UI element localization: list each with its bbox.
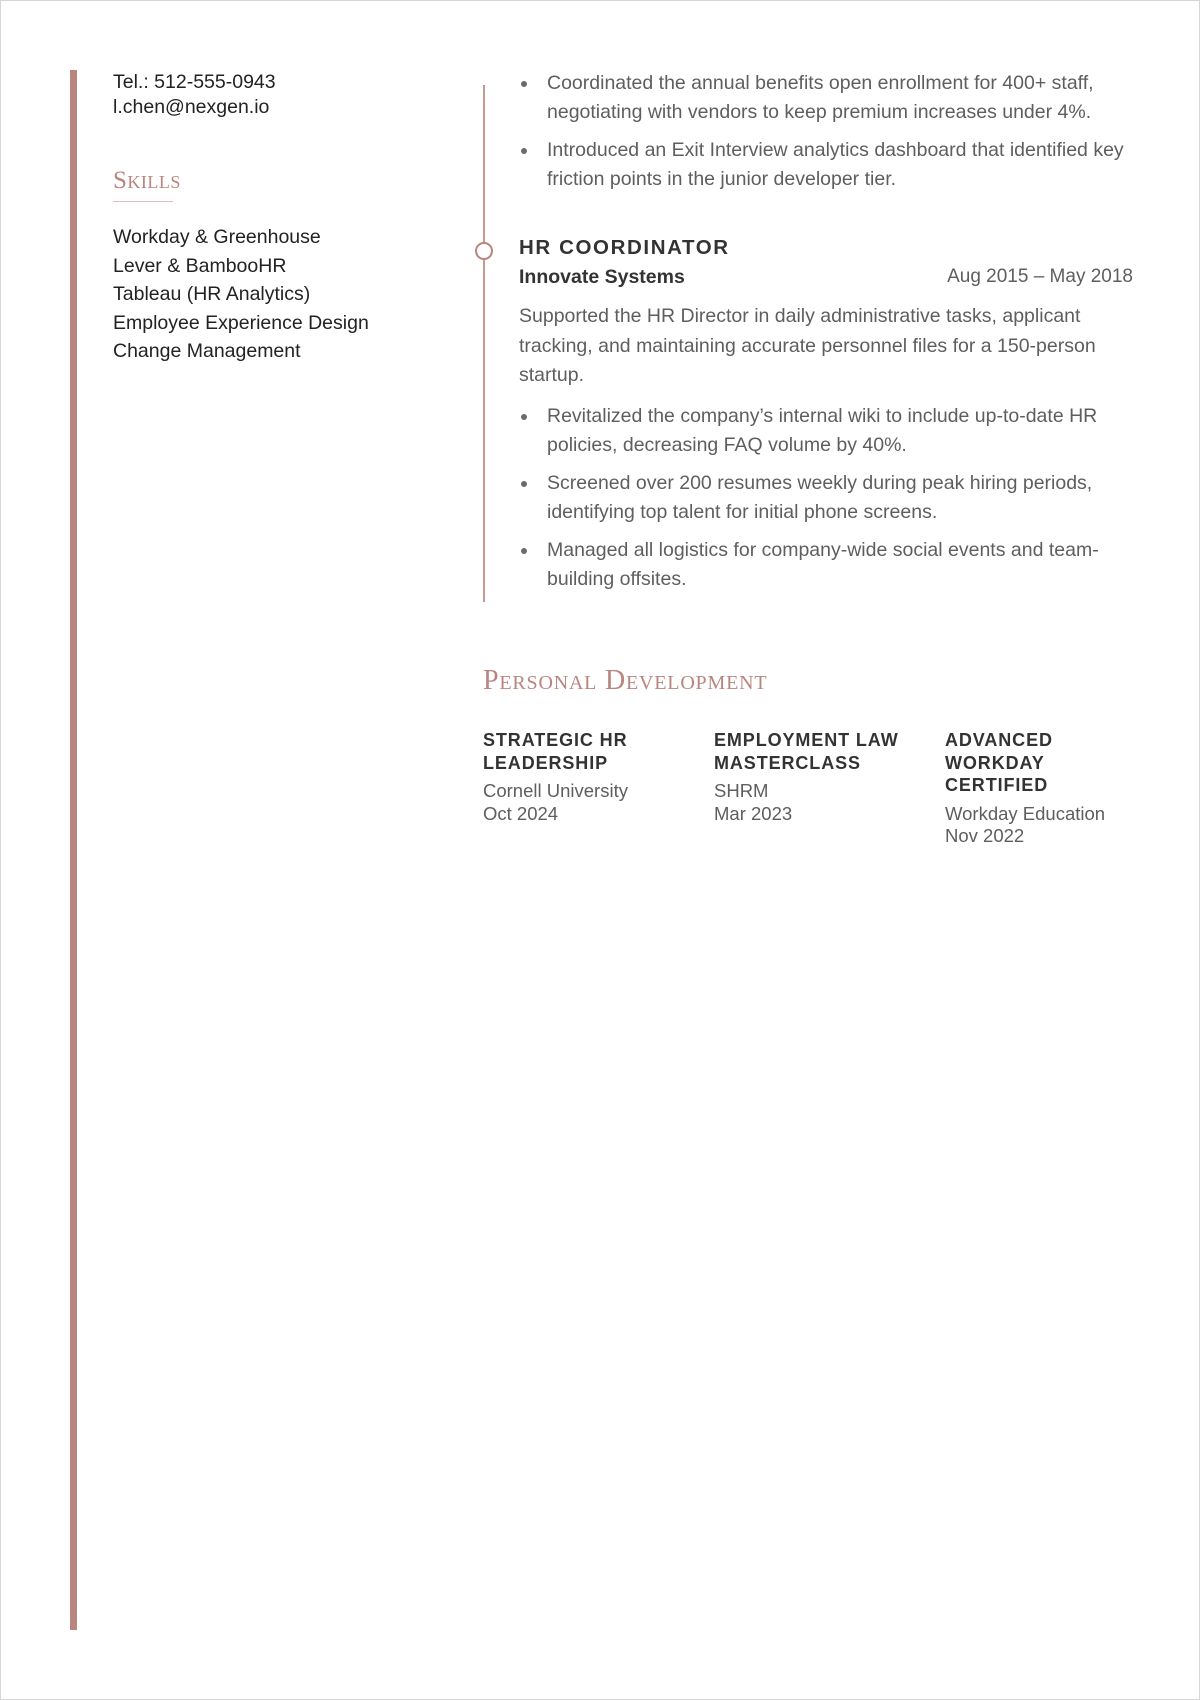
pd-item-title: STRATEGIC HR LEADERSHIP (483, 730, 628, 773)
pd-item-org: SHRM (714, 780, 769, 801)
job-description: Supported the HR Director in daily administrative tasks, applicant tracking, and maintaining accurate personnel files for a 150-person startup. (519, 305, 1096, 386)
skill-item: Workday & Greenhouse (113, 226, 321, 248)
pd-item-title: ADVANCED WORKDAY CERTIFIED (945, 730, 1053, 795)
contact-email[interactable]: l.chen@nexgen.io (113, 96, 270, 118)
skill-item: Change Management (113, 340, 301, 362)
pd-item-org: Workday Education (945, 802, 1106, 824)
contact-block (113, 70, 443, 120)
skill-item: Lever & BambooHR (113, 254, 287, 277)
pd-item (483, 729, 683, 825)
skill-item: Employee Experience Design (113, 311, 369, 334)
pd-item-org: Cornell University (483, 780, 628, 801)
job-meta (519, 266, 1133, 289)
job-title: HR COORDINATOR (519, 236, 730, 259)
personal-development-heading: Personal Development (483, 665, 768, 696)
personal-development-grid (483, 729, 1183, 869)
experience-timeline-line (483, 85, 485, 602)
bullet-item: Revitalized the company’s internal wiki to include up-to-date HR policies, decreasing FAQ volume by 40%. (519, 402, 1133, 460)
bullet-item: Introduced an Exit Interview analytics dashboard that identified key friction points in the junior developer tier. (519, 136, 1141, 194)
pd-item (714, 729, 914, 825)
previous-role-bullets (519, 69, 1141, 203)
skill-item: Tableau (HR Analytics) (113, 283, 311, 305)
job-company: Innovate Systems (519, 266, 685, 288)
contact-phone: Tel.: 512-555-0943 (113, 71, 276, 93)
skills-heading: Skills (113, 167, 181, 194)
skills-heading-underline (113, 201, 173, 202)
pd-item-date: Oct 2024 (483, 802, 559, 824)
timeline-dot-icon (475, 242, 493, 260)
bullet-item: Screened over 200 resumes weekly during peak hiring periods, identifying top talent for initial phone screens. (519, 469, 1133, 527)
skills-list (113, 223, 443, 366)
pd-item (945, 729, 1135, 848)
pd-item-date: Mar 2023 (714, 802, 793, 824)
bullet-item: Managed all logistics for company-wide social events and team-building offsites. (519, 536, 1133, 594)
job-bullets (519, 402, 1133, 594)
job-dates: Aug 2015 – May 2018 (947, 266, 1133, 287)
left-accent-rule (70, 70, 77, 1630)
pd-item-date: Nov 2022 (945, 825, 1025, 846)
job-entry (519, 235, 1133, 603)
bullet-item: Coordinated the annual benefits open enrollment for 400+ staff, negotiating with vendors to keep premium increases under 4%. (519, 69, 1141, 127)
pd-item-title: EMPLOYMENT LAW MASTERCLASS (714, 730, 899, 773)
